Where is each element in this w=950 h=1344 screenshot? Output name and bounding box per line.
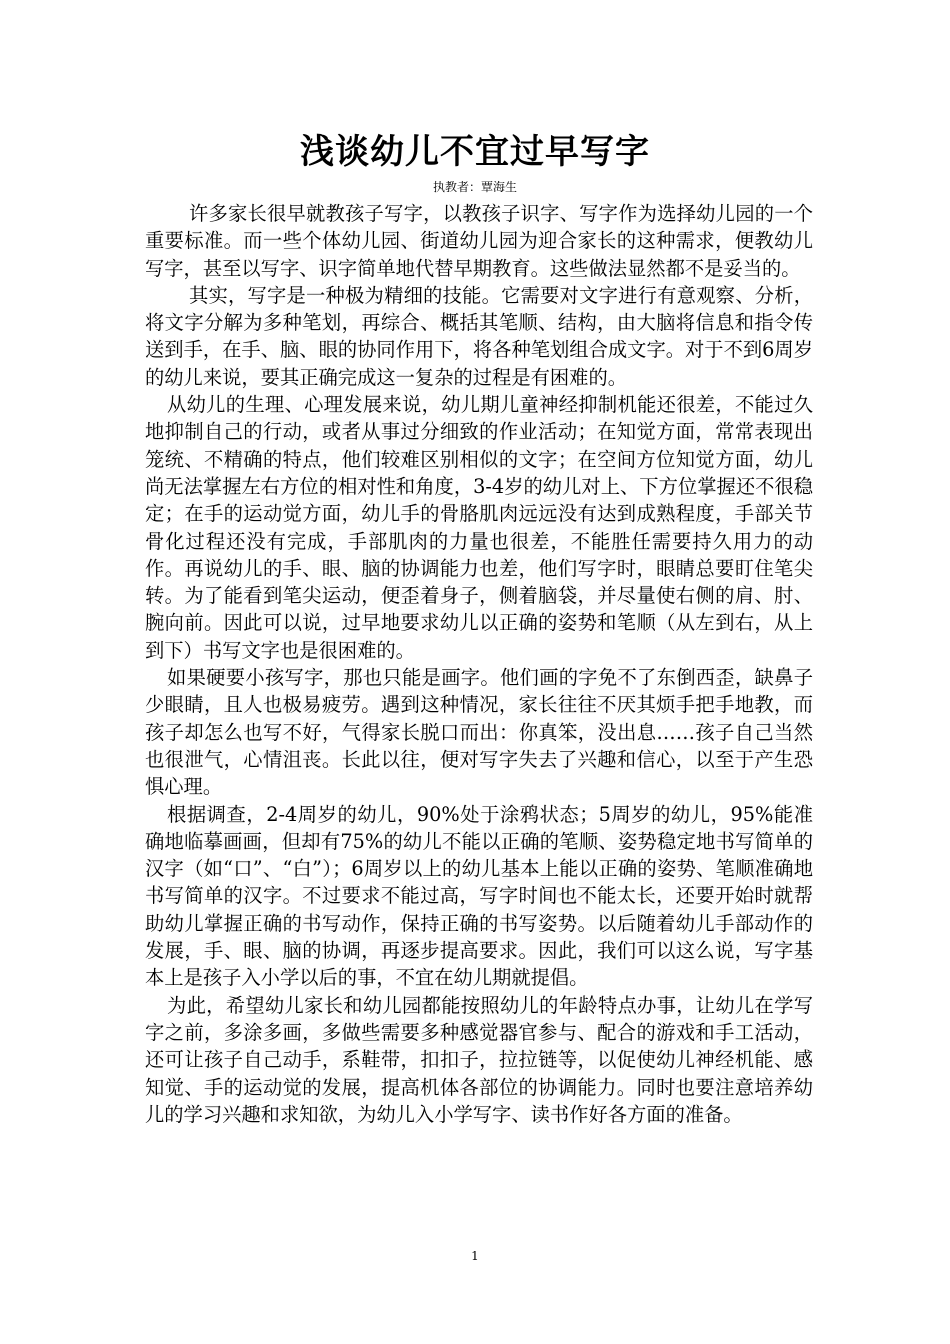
document-body — [145, 200, 813, 1128]
page-number: 1 — [471, 1249, 479, 1263]
paragraph: 根据调查，2-4周岁的幼儿，90%处于涂鸦状态；5周岁的幼儿，95%能准确地临摹画画，但却有75%的幼儿不能以正确的笔顺、姿势稳定地书写简单的汉字（如“口”、“白”）；6周岁以上的幼儿基本上能以正确的姿势、笔顺准确地书写简单的汉字。不过要求不能过高，写字时间也不能太长，还要开始时就帮助幼儿掌握正确的书写动作，保持正确的书写姿势。以后随着幼儿手部动作的发展，手、眼、脑的协调，再逐步提高要求。因此，我们可以这么说，写字基本上是孩子入小学以后的事，不宜在幼儿期就提倡。 — [145, 802, 813, 990]
author-line: 执教者：覃海生 — [432, 180, 517, 194]
paragraph: 其实，写字是一种极为精细的技能。它需要对文字进行有意观察、分析，将文字分解为多种笔划，再综合、概括其笔顺、结构，由大脑将信息和指令传送到手，在手、脑、眼的协同作用下，将各种笔划组合成文字。对于不到6周岁的幼儿来说，要其正确完成这一复杂的过程是有困难的。 — [145, 283, 813, 389]
paragraph: 许多家长很早就教孩子写字，以教孩子识字、写字作为选择幼儿园的一个重要标准。而一些个体幼儿园、街道幼儿园为迎合家长的这种需求，便教幼儿写字，甚至以写字、识字简单地代替早期教育。这些做法显然都不是妥当的。 — [145, 202, 813, 280]
paragraph: 为此，希望幼儿家长和幼儿园都能按照幼儿的年龄特点办事，让幼儿在学写字之前，多涂多画，多做些需要多种感觉器官参与、配合的游戏和手工活动，还可让孩子自己动手，系鞋带，扣扣子，拉拉链等，以促使幼儿神经机能、感知觉、手的运动觉的发展，提高机体各部位的协调能力。同时也要注意培养幼儿的学习兴趣和求知欲，为幼儿入小学写字、读书作好各方面的准备。 — [145, 993, 813, 1126]
paragraph: 如果硬要小孩写字，那也只能是画字。他们画的字免不了东倒西歪，缺鼻子少眼睛，且人也极易疲劳。遇到这种情况，家长往往不厌其烦手把手地教，而孩子却怎么也写不好，气得家长脱口而出：你真笨，没出息……孩子自己当然也很泄气，心情沮丧。长此以往，便对写字失去了兴趣和信心，以至于产生恐惧心理。 — [145, 666, 813, 799]
document-title: 浅谈幼儿不宜过早写字 — [300, 132, 650, 172]
paragraph: 从幼儿的生理、心理发展来说，幼儿期儿童神经抑制机能还很差，不能过久地抑制自己的行动，或者从事过分细致的作业活动；在知觉方面，常常表现出笼统、不精确的特点，他们较难区别相似的文字；在空间方位知觉方面，幼儿尚无法掌握左右方位的相对性和角度，3-4岁的幼儿对上、下方位掌握还不很稳定；在手的运动觉方面，幼儿手的骨胳肌肉远远没有达到成熟程度，手部关节骨化过程还没有完成，手部肌肉的力量也很差，不能胜任需要持久用力的动作。再说幼儿的手、眼、脑的协调能力也差，他们写字时，眼睛总要盯住笔尖转。为了能看到笔尖运动，便歪着身子，侧着脑袋，并尽量使右侧的肩、肘、腕向前。因此可以说，过早地要求幼儿以正确的姿势和笔顺（从左到右，从上到下）书写文字也是很困难的。 — [145, 393, 813, 662]
